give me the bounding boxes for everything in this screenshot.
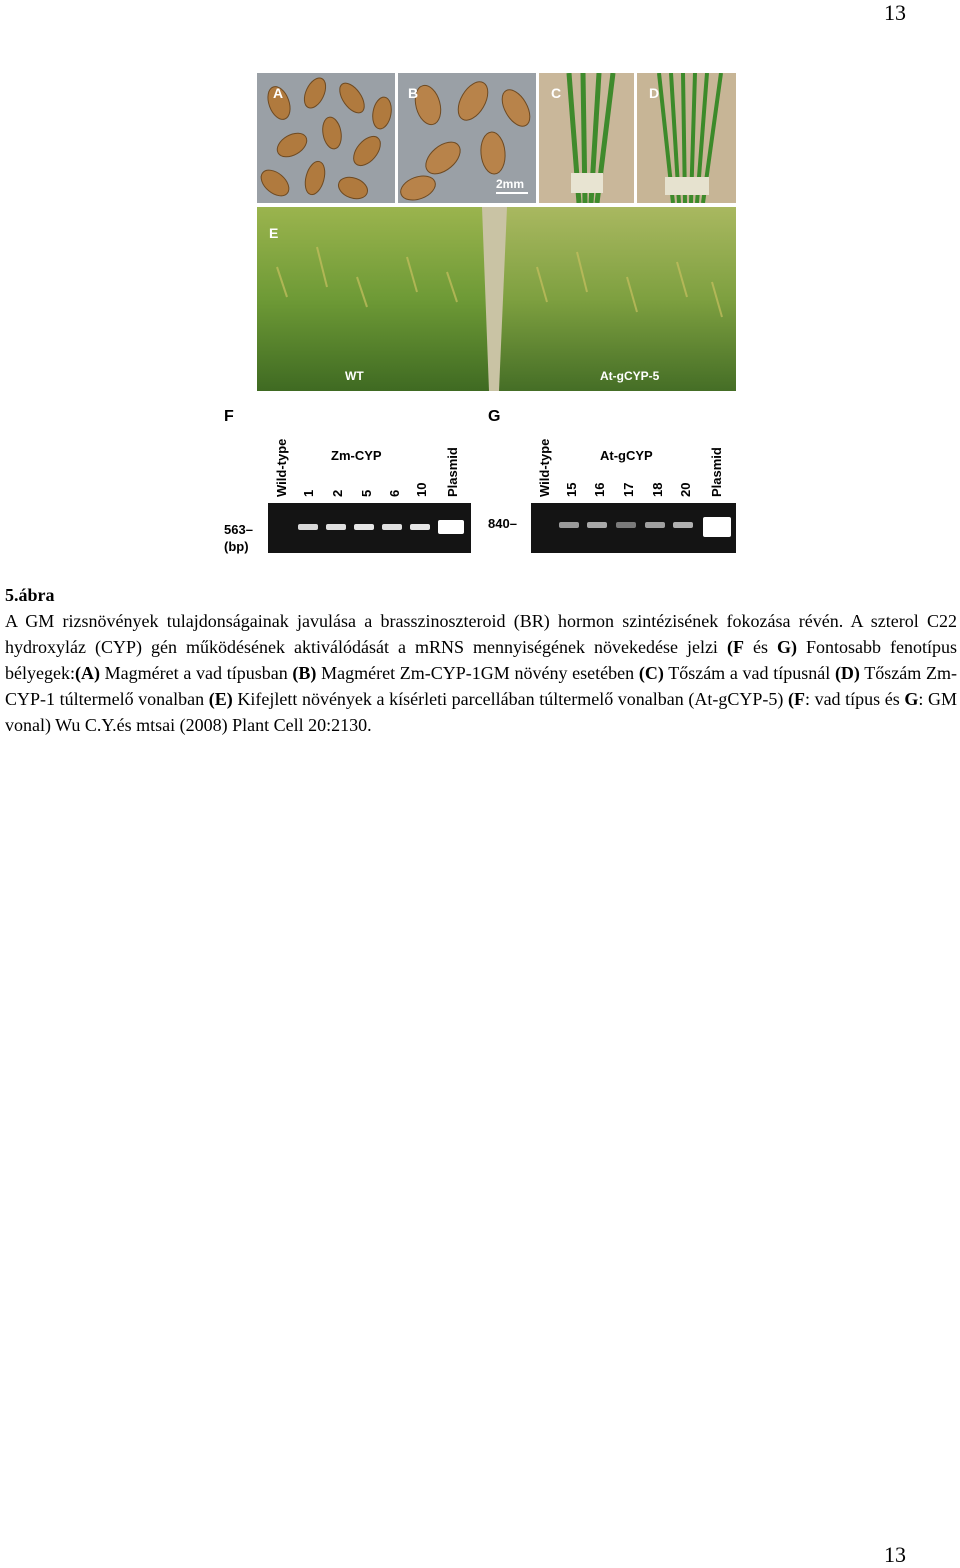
gel-g-lane-label: 17 bbox=[621, 482, 636, 497]
caption-bold: G) bbox=[776, 637, 797, 657]
gel-g-lane-label: 18 bbox=[650, 482, 665, 497]
gel-band bbox=[354, 524, 374, 530]
caption-text: Fontosabb fenotípus bélyegek: bbox=[5, 637, 958, 683]
gel-f-size-marker: 563– bbox=[224, 522, 253, 537]
scale-bar-label: 2mm bbox=[496, 177, 525, 191]
gel-band bbox=[559, 522, 579, 528]
field-label-gm: At-gCYP-5 bbox=[600, 369, 660, 383]
panel-c-tillers-image bbox=[539, 73, 634, 203]
gel-band bbox=[438, 520, 464, 534]
panel-label-g: G bbox=[488, 408, 501, 425]
caption-body bbox=[5, 608, 957, 738]
gel-band bbox=[587, 522, 607, 528]
panel-label-e: E bbox=[269, 225, 279, 241]
gel-g-lane-label: Plasmid bbox=[709, 447, 724, 497]
gel-f-title: Zm-CYP bbox=[331, 448, 382, 463]
panel-b-seeds-image bbox=[398, 73, 536, 203]
gel-f-lane-label: 2 bbox=[330, 489, 345, 497]
gel-f-unit: (bp) bbox=[224, 539, 249, 554]
caption-bold: (C) bbox=[638, 663, 664, 683]
caption-bold: G bbox=[904, 689, 919, 709]
figure-caption bbox=[5, 582, 957, 738]
caption-bold: (F bbox=[787, 689, 805, 709]
caption-text: A GM rizsnövények tulajdonságainak javulása a brasszinoszteroid (BR) hormon szintézisének fokozása révén. A szterol C22 hydroxyláz (CYP) gén működésének aktiválódását a mRNS mennyiségének növekedése jelzi bbox=[5, 611, 957, 657]
panel-label-d: D bbox=[649, 85, 660, 101]
page-number-top: 13 bbox=[884, 0, 906, 25]
caption-text: Magméret Zm-CYP-1GM növény esetében bbox=[316, 663, 639, 683]
caption-text: Magméret a vad típusban bbox=[99, 663, 293, 683]
caption-bold: (D) bbox=[834, 663, 860, 683]
caption-bold: (F bbox=[726, 637, 744, 657]
gel-band bbox=[410, 524, 430, 530]
caption-text: : GM vonal) Wu C.Y.és mtsai (2008) Plant Cell 20:2130. bbox=[5, 689, 957, 735]
rice-field-illustration bbox=[257, 207, 736, 391]
panel-label-a: A bbox=[273, 85, 284, 101]
gel-g-lane-label: Wild-type bbox=[537, 438, 552, 497]
caption-text: Kifejlett növények a kísérleti parcellában túltermelő vonalban (At-gCYP-5) bbox=[232, 689, 788, 709]
figure bbox=[0, 0, 960, 560]
gel-band bbox=[703, 517, 731, 537]
gel-band bbox=[298, 524, 318, 530]
gel-g-title: At-gCYP bbox=[600, 448, 653, 463]
panel-label-f: F bbox=[224, 408, 234, 425]
panel-d-tillers-image bbox=[637, 73, 736, 203]
gel-f-lane-label: 10 bbox=[414, 482, 429, 497]
gel-f-lane-label: 6 bbox=[387, 489, 402, 497]
caption-text: : vad típus és bbox=[804, 689, 905, 709]
gel-band bbox=[382, 524, 402, 530]
gel-band bbox=[645, 522, 665, 528]
gel-g-image bbox=[531, 503, 736, 553]
caption-title: 5.ábra bbox=[5, 585, 55, 605]
gel-band bbox=[673, 522, 693, 528]
gel-f-lane-label: 5 bbox=[359, 489, 374, 497]
gel-g-lane-label: 15 bbox=[564, 482, 579, 497]
gel-band bbox=[616, 522, 636, 528]
gel-g-lane-label: 16 bbox=[592, 482, 607, 497]
gel-f-lane-label: Wild-type bbox=[274, 438, 289, 497]
panel-label-c: C bbox=[551, 85, 562, 101]
gel-f-lane-label: Plasmid bbox=[445, 447, 460, 497]
panel-e-field-image bbox=[257, 207, 736, 391]
caption-bold: (A) bbox=[74, 663, 100, 683]
panel-label-b: B bbox=[408, 85, 419, 101]
gel-g-size-marker: 840– bbox=[488, 516, 517, 531]
caption-text: Tőszám Zm-CYP-1 túltermelő vonalban bbox=[5, 663, 957, 709]
gel-band bbox=[326, 524, 346, 530]
gel-f-lane-label: 1 bbox=[301, 489, 316, 497]
caption-bold: (B) bbox=[292, 663, 317, 683]
gel-f-image bbox=[268, 503, 471, 553]
page-number-bottom: 13 bbox=[884, 1542, 906, 1567]
caption-text: és bbox=[743, 637, 777, 657]
field-label-wt: WT bbox=[345, 369, 364, 383]
caption-bold: (E) bbox=[208, 689, 233, 709]
caption-text: Tőszám a vad típusnál bbox=[663, 663, 835, 683]
panel-a-seeds-image bbox=[257, 73, 395, 203]
gel-g-lane-label: 20 bbox=[678, 482, 693, 497]
